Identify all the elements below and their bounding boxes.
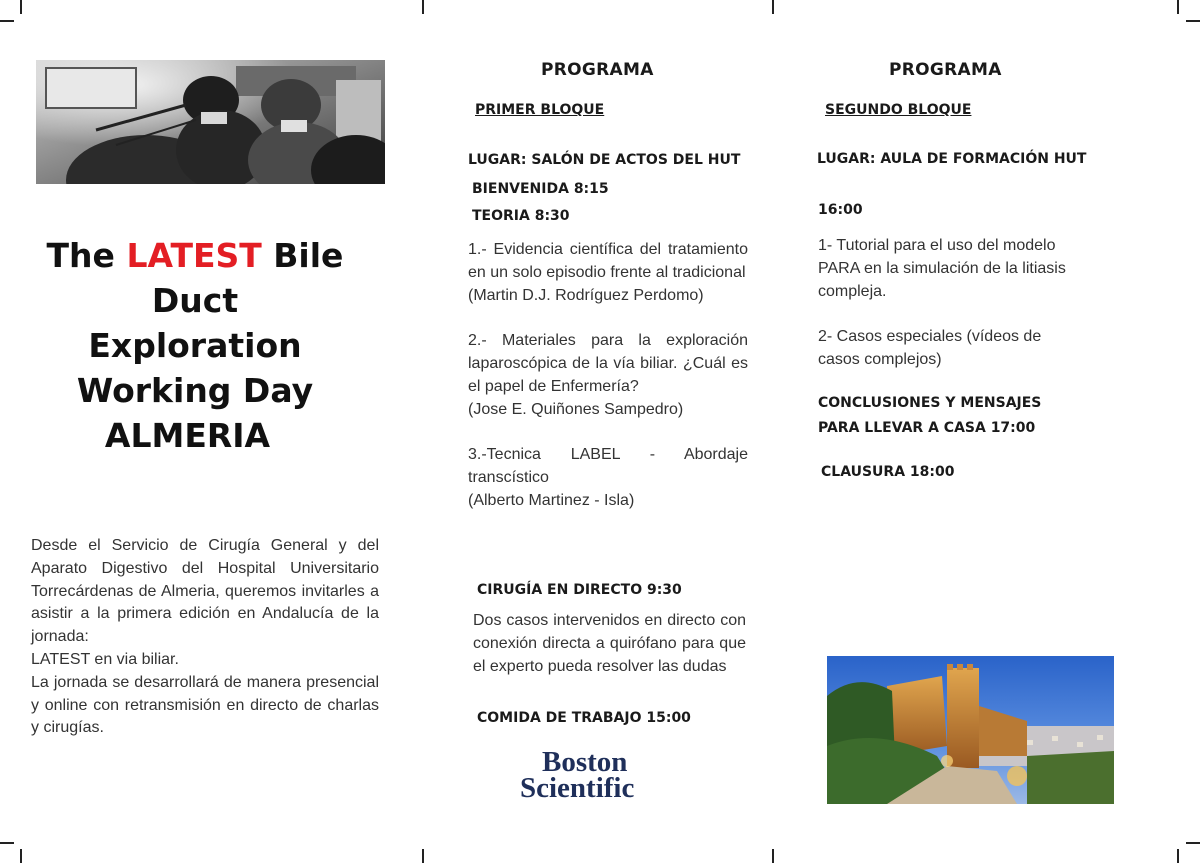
theory-talks xyxy=(468,239,748,513)
intro-paragraph: Desde el Servicio de Cirugía General y del Aparato Digestivo del Hospital Universitario Torrecárdenas de Almeria, queremos invitarles a asistir a la primera edición en Andalucía de la jornada: xyxy=(31,537,379,646)
tutorial-item: 1- Tutorial para el uso del modelo PARA en la simulación de la litiasis compleja. xyxy=(818,237,1066,300)
crop-mark-right-top xyxy=(1186,20,1200,22)
sponsor-logo xyxy=(520,747,680,807)
intro-text xyxy=(31,535,379,740)
second-block-place: LUGAR: AULA DE FORMACIÓN HUT xyxy=(817,151,1087,167)
event-title xyxy=(20,233,370,458)
talk-3: 3.-Tecnica LABEL - Abordaje transcístico xyxy=(468,446,748,486)
sponsor-logo-line-1: Boston xyxy=(542,746,628,778)
first-block-label: PRIMER BLOQUE xyxy=(475,102,605,118)
crop-mark-bottom-right xyxy=(1177,849,1179,863)
crop-mark-bottom-middle-right xyxy=(772,849,774,863)
welcome-time: BIENVENIDA 8:15 xyxy=(472,181,609,197)
surgery-photo xyxy=(36,60,385,184)
talk-2-speaker: (Jose E. Quiñones Sampedro) xyxy=(468,400,684,418)
sponsor-logo-line-2: Scientific xyxy=(520,772,635,804)
intro-paragraph-3: La jornada se desarrollará de manera presencial y online con retransmisión en directo de charlas y cirugías. xyxy=(31,673,379,737)
crop-mark-left-top xyxy=(0,20,14,22)
crop-mark-top-middle xyxy=(422,0,424,14)
alcazaba-photo xyxy=(827,656,1114,804)
title-line-5: ALMERIA xyxy=(104,416,271,455)
crop-mark-top-middle-right xyxy=(772,0,774,14)
title-line-3: Exploration xyxy=(88,326,302,365)
talk-3-speaker: (Alberto Martinez - Isla) xyxy=(468,491,635,509)
crop-mark-right-bottom xyxy=(1186,842,1200,844)
title-line-4: Working Day xyxy=(76,371,314,410)
right-heading: PROGRAMA xyxy=(889,60,1002,80)
second-block-time: 16:00 xyxy=(818,202,863,218)
crop-mark-bottom-middle xyxy=(422,849,424,863)
special-cases-item: 2- Casos especiales (vídeos de casos complejos) xyxy=(818,328,1042,368)
talk-2: 2.- Materiales para la exploración laparoscópica de la vía biliar. ¿Cuál es el papel de Enfermería? xyxy=(468,332,748,395)
theory-time: TEORIA 8:30 xyxy=(472,208,570,224)
surgery-photo-illustration xyxy=(36,60,385,184)
title-line-2: Duct xyxy=(151,281,239,320)
crop-mark-bottom-left xyxy=(20,849,22,863)
crop-mark-top-right xyxy=(1177,0,1179,14)
live-surgery-text: Dos casos intervenidos en directo con conexión directa a quirófano para que el experto pueda resolver las dudas xyxy=(473,612,746,675)
first-block-place: LUGAR: SALÓN DE ACTOS DEL HUT xyxy=(468,152,741,168)
title-latest: LATEST xyxy=(126,236,262,275)
alcazaba-photo-illustration xyxy=(827,656,1114,804)
closing-time: CLAUSURA 18:00 xyxy=(821,464,955,480)
middle-heading: PROGRAMA xyxy=(541,60,654,80)
intro-line-2: LATEST en via biliar. xyxy=(31,650,179,668)
crop-mark-left-bottom xyxy=(0,842,14,844)
conclusions-time: CONCLUSIONES Y MENSAJES PARA LLEVAR A CASA 17:00 xyxy=(818,395,1042,436)
talk-1-speaker: (Martin D.J. Rodríguez Perdomo) xyxy=(468,286,704,304)
lunch-time: COMIDA DE TRABAJO 15:00 xyxy=(477,710,691,726)
second-block-label: SEGUNDO BLOQUE xyxy=(825,102,972,118)
talk-1: 1.- Evidencia científica del tratamiento en un solo episodio frente al tradicional xyxy=(468,241,748,281)
live-surgery-time: CIRUGÍA EN DIRECTO 9:30 xyxy=(477,582,682,598)
title-line-1: The LATEST Bile xyxy=(46,236,344,275)
crop-mark-top-left xyxy=(20,0,22,14)
